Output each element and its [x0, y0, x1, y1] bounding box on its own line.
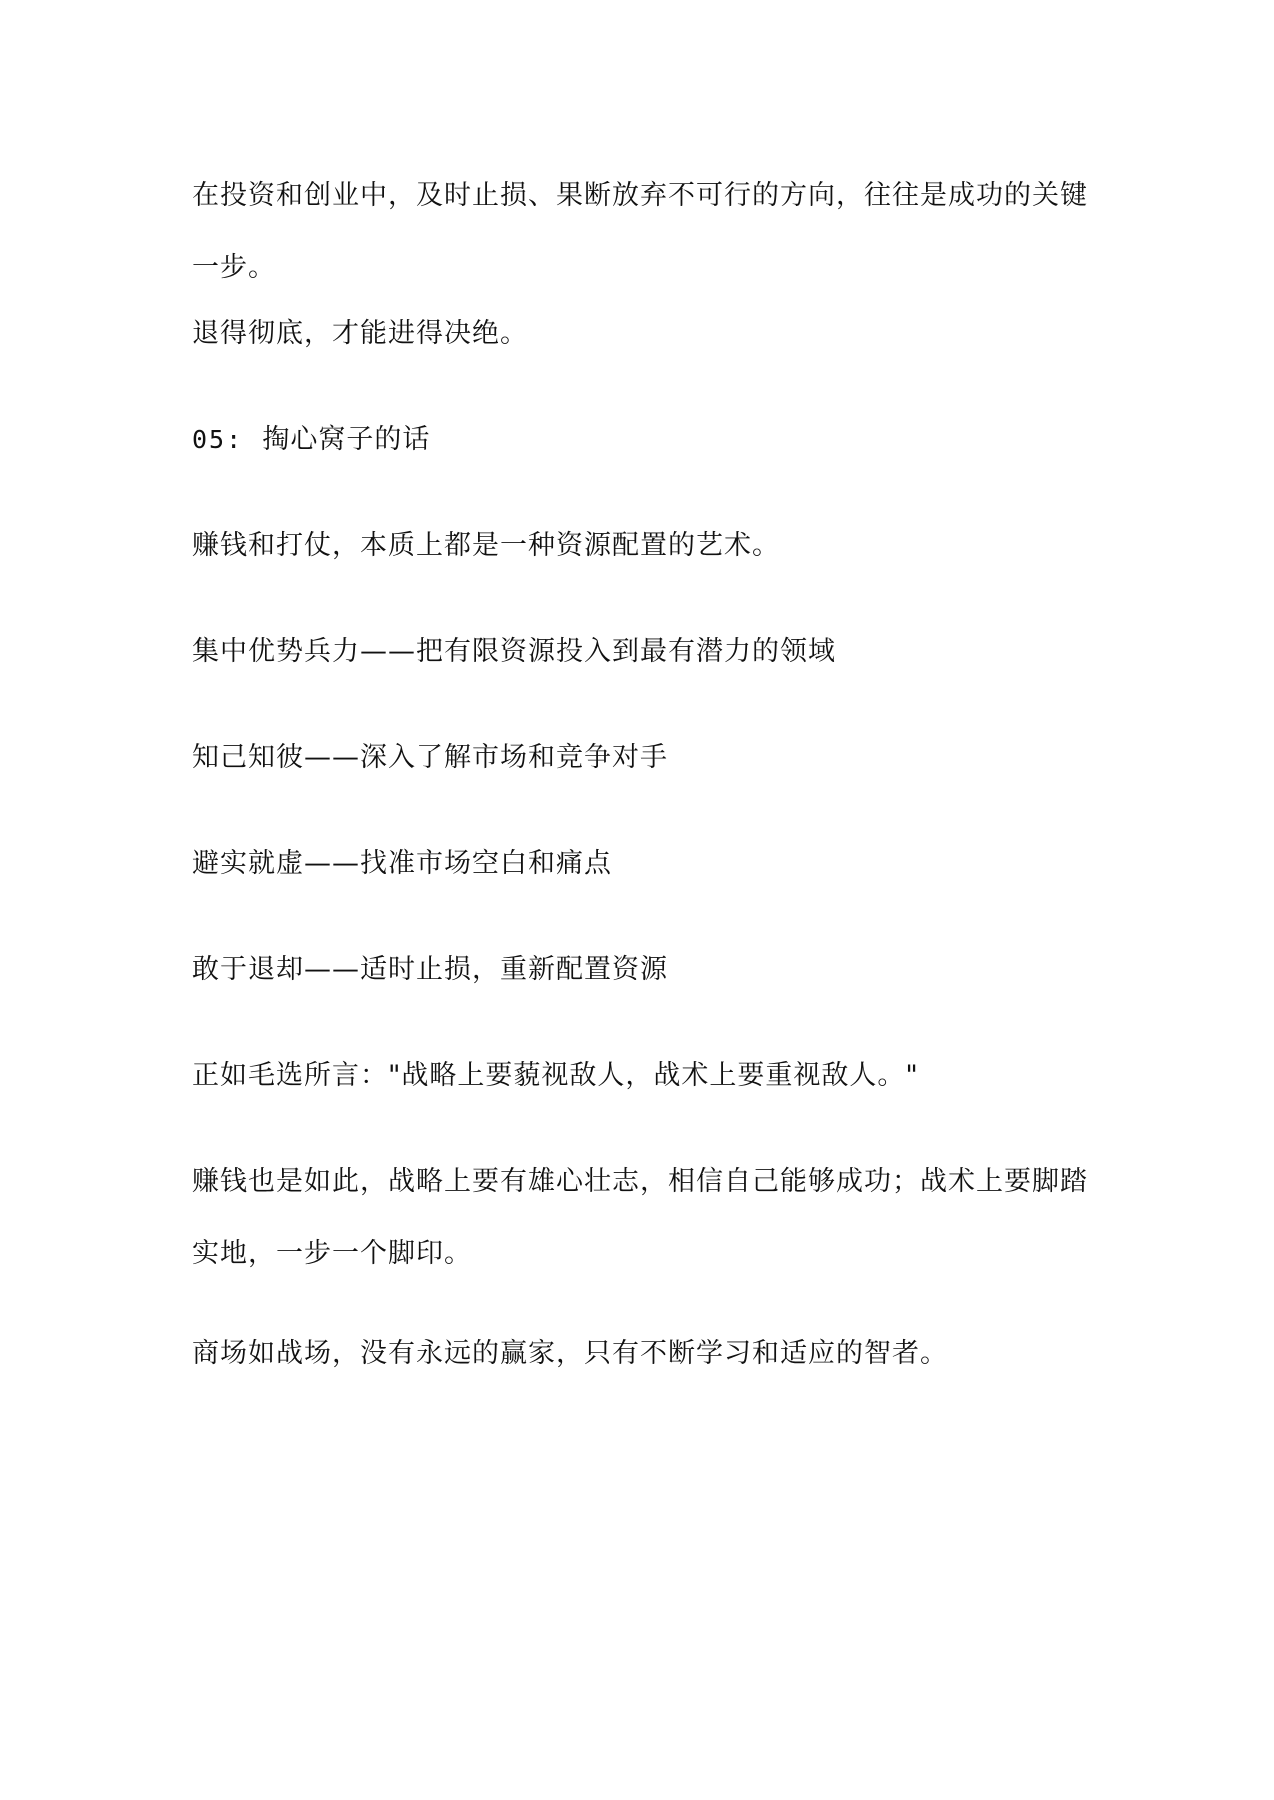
- paragraph-marketplace: 商场如战场，没有永远的赢家，只有不断学习和适应的智者。: [192, 1338, 948, 1369]
- paragraph-concentrate-forces: 集中优势兵力——把有限资源投入到最有潜力的领域: [192, 636, 836, 667]
- section-number: 05:: [192, 425, 244, 454]
- section-title: 掏心窝子的话: [262, 424, 431, 455]
- paragraph-retreat: 退得彻底，才能进得决绝。: [192, 318, 528, 349]
- paragraph-know-yourself: 知己知彼——深入了解市场和竞争对手: [192, 742, 668, 773]
- section-heading: [192, 404, 1092, 476]
- paragraph-stop-loss: 在投资和创业中，及时止损、果断放弃不可行的方向，往往是成功的关键一步。: [192, 180, 1088, 283]
- paragraph-strategy-tactics: 赚钱也是如此，战略上要有雄心壮志，相信自己能够成功；战术上要脚踏实地，一步一个脚印。: [192, 1166, 1088, 1269]
- paragraph-dare-retreat: 敢于退却——适时止损，重新配置资源: [192, 954, 668, 985]
- paragraph-quote: 正如毛选所言："战略上要藐视敌人，战术上要重视敌人。": [192, 1060, 919, 1091]
- paragraph-avoid-strong: 避实就虚——找准市场空白和痛点: [192, 848, 612, 879]
- paragraph-resource-allocation: 赚钱和打仗，本质上都是一种资源配置的艺术。: [192, 530, 780, 561]
